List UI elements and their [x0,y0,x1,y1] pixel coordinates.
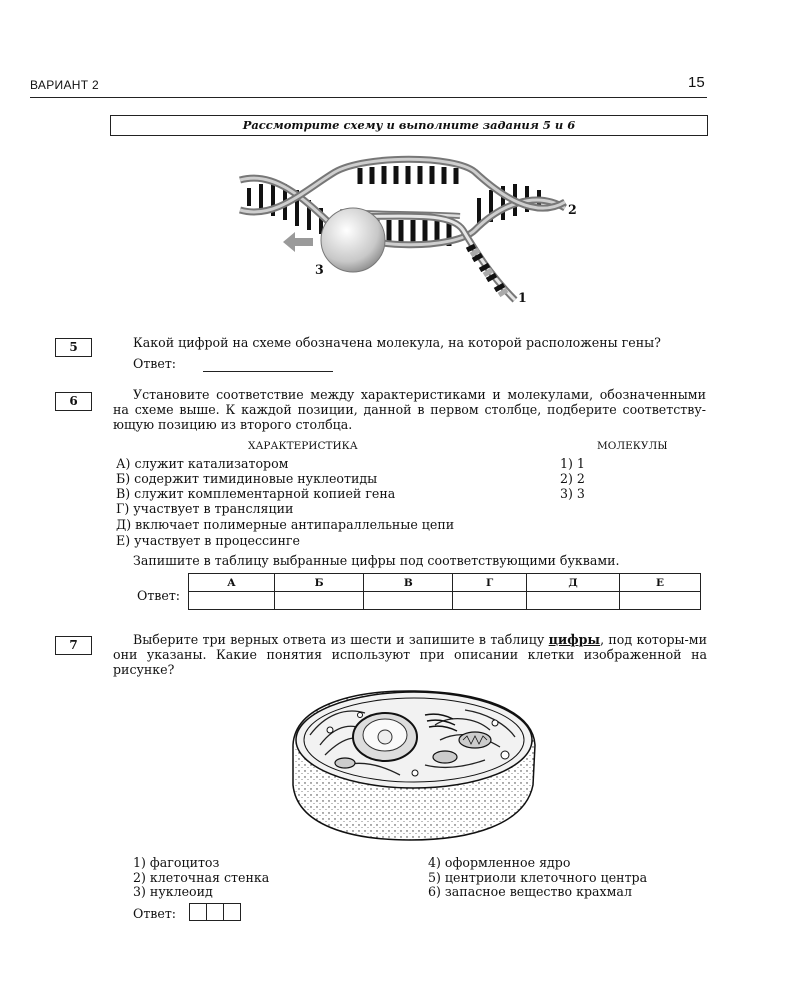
q7-text-bold: цифры [548,632,601,647]
q7-number: 7 [69,638,78,652]
q7-answer-box-3[interactable] [224,903,241,921]
characteristic-g: Г) участвует в трансляции [116,501,294,516]
variant-label: ВАРИАНТ 2 [30,78,99,92]
q7-answer-boxes [189,903,241,921]
q7-answer-label: Ответ: [133,906,177,921]
question-number-6: 6 [55,392,92,411]
characteristic-d: Д) включает полимерные антипараллельные цепи [116,517,455,532]
q6-col2-header: МОЛЕКУЛЫ [597,440,668,452]
answer-cell-d[interactable] [527,592,620,610]
q5-text: Какой цифрой на схеме обозначена молекула, на которой расположены гены? [133,335,661,350]
plant-cell-illustration [285,685,540,845]
instruction-box: Рассмотрите схему и выполните задания 5 и 6 [110,115,708,136]
answer-cell-a[interactable] [189,592,275,610]
page-number: 15 [688,74,705,91]
answer-table-header-row [189,574,701,592]
option-3: 3) нуклеоид [133,884,213,899]
q5-answer-field[interactable] [203,356,333,372]
q6-col1-header: ХАРАКТЕРИСТИКА [248,440,358,452]
molecule-1: 1) 1 [560,456,585,471]
answer-col-d: Д [527,574,620,592]
answer-col-a: А [189,574,275,592]
answer-cell-e[interactable] [620,592,701,610]
q5-answer-label: Ответ: [133,356,177,371]
q6-text: Установите соответствие между характеристиками и молекулами, обозначенными на схеме выше. К каждой позиции, данной в первом столбце, подберите соответству-ющую позицию из второго столбца. [113,387,706,432]
answer-col-v: В [364,574,453,592]
answer-cell-g[interactable] [453,592,527,610]
q6-answer-label: Ответ: [137,588,181,603]
characteristic-a: А) служит катализатором [116,456,289,471]
answer-cell-v[interactable] [364,592,453,610]
q6-answer-table [188,573,701,610]
q7-text-before: Выберите три верных ответа из шести и запишите в таблицу [133,632,549,647]
q6-table-instruction: Запишите в таблицу выбранные цифры под соответствующими буквами. [133,553,620,568]
answer-col-e: Е [620,574,701,592]
diagram-label-1: 1 [518,290,527,305]
characteristic-b: Б) содержит тимидиновые нуклеотиды [116,471,378,486]
molecule-2: 2) 2 [560,471,585,486]
question-number-7 [55,636,92,655]
answer-cell-b[interactable] [274,592,364,610]
option-6: 6) запасное вещество крахмал [428,884,632,899]
characteristic-e: Е) участвует в процессинге [116,533,300,548]
q7-answer-box-2[interactable] [207,903,224,921]
question-number-5: 5 [55,338,92,357]
header-divider [30,97,707,98]
answer-col-b: Б [274,574,364,592]
option-2: 2) клеточная стенка [133,870,270,885]
molecule-3: 3) 3 [560,486,585,501]
answer-table-input-row [189,592,701,610]
option-1: 1) фагоцитоз [133,855,220,870]
option-4: 4) оформленное ядро [428,855,571,870]
q7-text-after: , под которы-ми они указаны. Какие понятия используют при описании клетки изображенной на рисунке? [113,632,707,677]
characteristic-v: В) служит комплементарной копией гена [116,486,396,501]
diagram-label-3: 3 [315,262,324,277]
q7-text [113,632,707,677]
dna-transcription-diagram [235,150,575,310]
answer-col-g: Г [453,574,527,592]
q7-answer-box-1[interactable] [189,903,207,921]
option-5: 5) центриоли клеточного центра [428,870,648,885]
diagram-label-2: 2 [568,202,577,217]
